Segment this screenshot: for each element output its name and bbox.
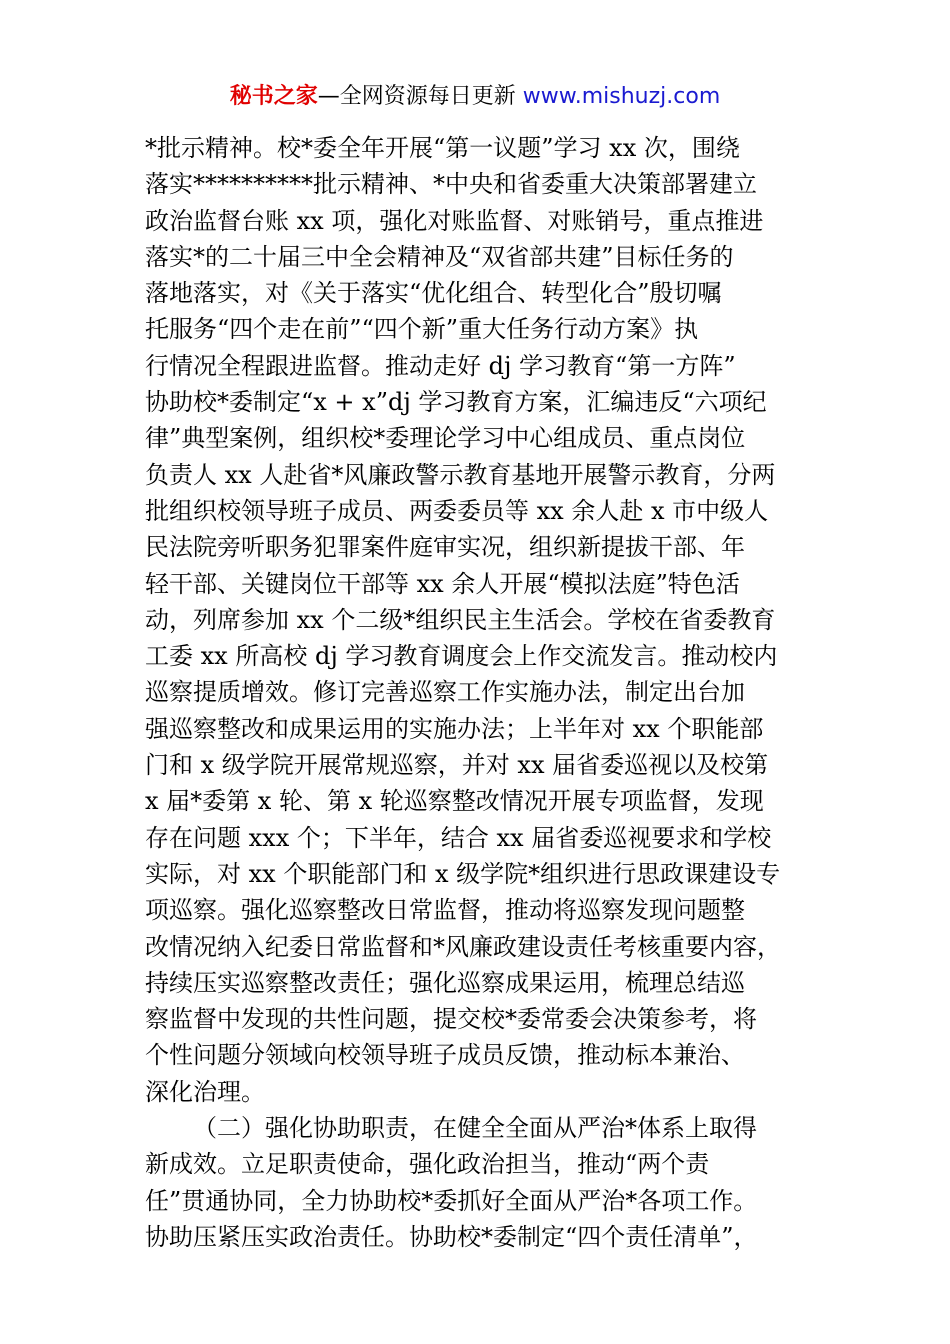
- text-line: 落实*的二十届三中全会精神及“双省部共建”目标任务的: [145, 242, 734, 271]
- page-header: [0, 80, 950, 114]
- site-url[interactable]: www.mishuzj.com: [522, 84, 721, 109]
- text-line: 个性问题分领域向校领导班子成员反馈，推动标本兼治、: [145, 1041, 745, 1070]
- text-line: 门和 x 级学院开展常规巡察，并对 xx 届省委巡视以及校第: [145, 751, 769, 780]
- text-line: 动，列席参加 xx 个二级*组织民主生活会。学校在省委教育: [145, 605, 776, 634]
- text-line: 巡察提质增效。修订完善巡察工作实施办法，制定出台加: [145, 678, 745, 707]
- text-line: 政治监督台账 xx 项，强化对账监督、对账销号，重点推进: [145, 206, 764, 235]
- text-line: 项巡察。强化巡察整改日常监督，推动将巡察发现问题整: [145, 896, 745, 925]
- text-line: x 届*委第 x 轮、第 x 轮巡察整改情况开展专项监督，发现: [145, 787, 764, 816]
- text-line: 存在问题 xxx 个；下半年，结合 xx 届省委巡视要求和学校: [145, 823, 772, 852]
- text-line: 落地落实，对《关于落实“优化组合、转型化合”殷切嘱: [145, 279, 722, 308]
- text-line: 持续压实巡察整改责任；强化巡察成果运用，梳理总结巡: [145, 968, 745, 997]
- text-line: 强巡察整改和成果运用的实施办法；上半年对 xx 个职能部: [145, 714, 764, 743]
- text-line: 实际，对 xx 个职能部门和 x 级学院*组织进行思政课建设专: [145, 859, 781, 888]
- text-line: 落实**********批示精神、*中央和省委重大决策部署建立: [145, 170, 757, 199]
- header-tagline: —全网资源每日更新: [317, 84, 523, 109]
- text-line: *批示精神。校*委全年开展“第一议题”学习 xx 次，围绕: [145, 134, 740, 162]
- body-text: [145, 130, 825, 1255]
- text-line: 协助压紧压实政治责任。协助校*委制定“四个责任清单”，: [145, 1222, 758, 1251]
- brand-name: 秘书之家: [229, 84, 318, 109]
- section-heading-line: （二）强化协助职责，在健全全面从严治*体系上取得: [193, 1114, 757, 1143]
- text-line: 改情况纳入纪委日常监督和*风廉政建设责任考核重要内容，: [145, 932, 781, 961]
- text-line: 察监督中发现的共性问题，提交校*委常委会决策参考，将: [145, 1005, 757, 1034]
- text-line: 新成效。立足职责使命，强化政治担当，推动“两个责: [145, 1150, 710, 1179]
- text-line: 律”典型案例，组织校*委理论学习中心组成员、重点岗位: [145, 424, 746, 453]
- text-line: 托服务“四个走在前”“四个新”重大任务行动方案》执: [145, 315, 699, 344]
- text-line: 行情况全程跟进监督。推动走好 dj 学习教育“第一方阵”: [145, 351, 736, 380]
- text-line: 轻干部、关键岗位干部等 xx 余人开展“模拟法庭”特色活: [145, 569, 740, 598]
- text-line: 批组织校领导班子成员、两委委员等 xx 余人赴 x 市中级人: [145, 496, 769, 525]
- text-line: 协助校*委制定“x + x”dj 学习教育方案，汇编违反“六项纪: [145, 388, 767, 417]
- text-line: 负责人 xx 人赴省*风廉政警示教育基地开展警示教育，分两: [145, 460, 776, 489]
- text-line: 任”贯通协同，全力协助校*委抓好全面从严治*各项工作。: [145, 1186, 758, 1215]
- text-line: 深化治理。: [145, 1077, 265, 1106]
- text-line: 工委 xx 所高校 dj 学习教育调度会上作交流发言。推动校内: [145, 642, 778, 671]
- text-line: 民法院旁听职务犯罪案件庭审实况，组织新提拔干部、年: [145, 533, 745, 562]
